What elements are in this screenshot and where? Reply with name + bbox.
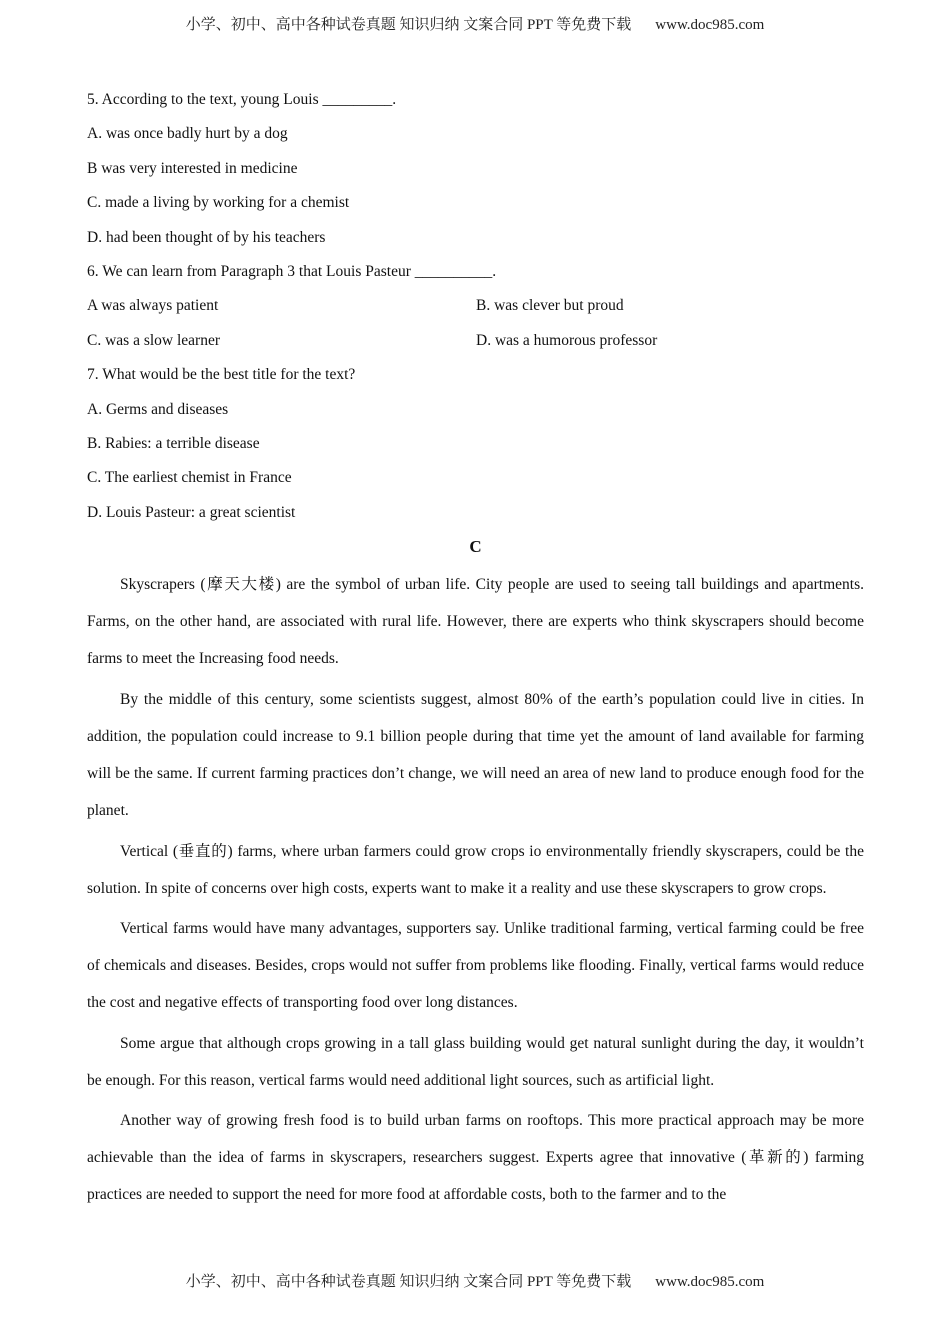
- question-5: [87, 89, 864, 261]
- question-7: [87, 364, 864, 536]
- question-7-stem: 7. What would be the best title for the text?: [87, 366, 356, 384]
- question-7-option-c: C. The earliest chemist in France: [87, 469, 292, 487]
- header-url[interactable]: www.doc985.com: [655, 17, 765, 33]
- question-5-option-d: D. had been thought of by his teachers: [87, 228, 326, 246]
- page-content: [87, 89, 864, 1224]
- question-7-option-a: A. Germs and diseases: [87, 400, 229, 418]
- question-6-option-d: D. was a humorous professor: [476, 331, 658, 349]
- question-6-option-c: C. was a slow learner: [87, 331, 220, 349]
- footer-url[interactable]: www.doc985.com: [655, 1274, 765, 1290]
- passage-paragraph-2: By the middle of this century, some scientists suggest, almost 80% of the earth’s population could live in cities. In addition, the population could increase to 9.1 billion people during that time yet the amount of land available for farming will be the same. If current farming practices don’t change, we will need an area of new land to produce enough food for the planet.: [87, 690, 864, 820]
- passage-paragraph-1: Skyscrapers (摩天大楼) are the symbol of urban life. City people are used to seeing tall buildings and apartments. Farms, on the other hand, are associated with rural life. However, there are experts who think skyscrapers should become farms to meet the Increasing food needs.: [87, 576, 864, 668]
- question-6-option-b: B. was clever but proud: [476, 297, 624, 315]
- question-6-options-row-2: [87, 330, 864, 364]
- question-6-option-a: A was always patient: [87, 297, 219, 315]
- question-6: [87, 261, 864, 364]
- passage-paragraph-6: Another way of growing fresh food is to build urban farms on rooftops. This more practical approach may be more achievable than the idea of farms in skyscrapers, researchers suggest. Experts agree that innovative (革新的) farming practices are needed to support the need for more food at affordable costs, both to the farmer and to the: [87, 1111, 864, 1204]
- passage-paragraph-3: Vertical (垂直的) farms, where urban farmers could grow crops io environmentally friendly skyscrapers, could be the solution. In spite of concerns over high costs, experts want to make it a reality and use these skyscrapers to grow crops.: [87, 842, 864, 897]
- question-6-options-row-1: [87, 295, 864, 329]
- page-header: [0, 13, 950, 34]
- question-5-stem: 5. According to the text, young Louis _________.: [87, 91, 397, 108]
- section-title: C: [469, 537, 482, 557]
- question-7-option-b: B. Rabies: a terrible disease: [87, 434, 260, 452]
- question-6-stem: 6. We can learn from Paragraph 3 that Louis Pasteur __________.: [87, 262, 497, 280]
- question-5-option-a: A. was once badly hurt by a dog: [87, 125, 288, 143]
- question-7-option-d: D. Louis Pasteur: a great scientist: [87, 503, 296, 521]
- header-text: 小学、初中、高中各种试卷真题 知识归纳 文案合同 PPT 等免费下载: [185, 17, 632, 33]
- footer-text: 小学、初中、高中各种试卷真题 知识归纳 文案合同 PPT 等免费下载: [185, 1274, 632, 1290]
- passage-paragraph-4: Vertical farms would have many advantages, supporters say. Unlike traditional farming, vertical farming could be free of chemicals and diseases. Besides, crops would not suffer from problems like flooding. Finally, vertical farms would reduce the cost and negative effects of transporting food over long distances.: [87, 919, 864, 1012]
- page-footer: [0, 1270, 950, 1291]
- question-5-option-c: C. made a living by working for a chemist: [87, 194, 350, 212]
- passage-paragraph-5: Some argue that although crops growing in a tall glass building would get natural sunlight during the day, it wouldn’t be enough. For this reason, vertical farms would need additional light sources, such as artificial light.: [87, 1034, 864, 1089]
- question-5-option-b: B was very interested in medicine: [87, 159, 298, 177]
